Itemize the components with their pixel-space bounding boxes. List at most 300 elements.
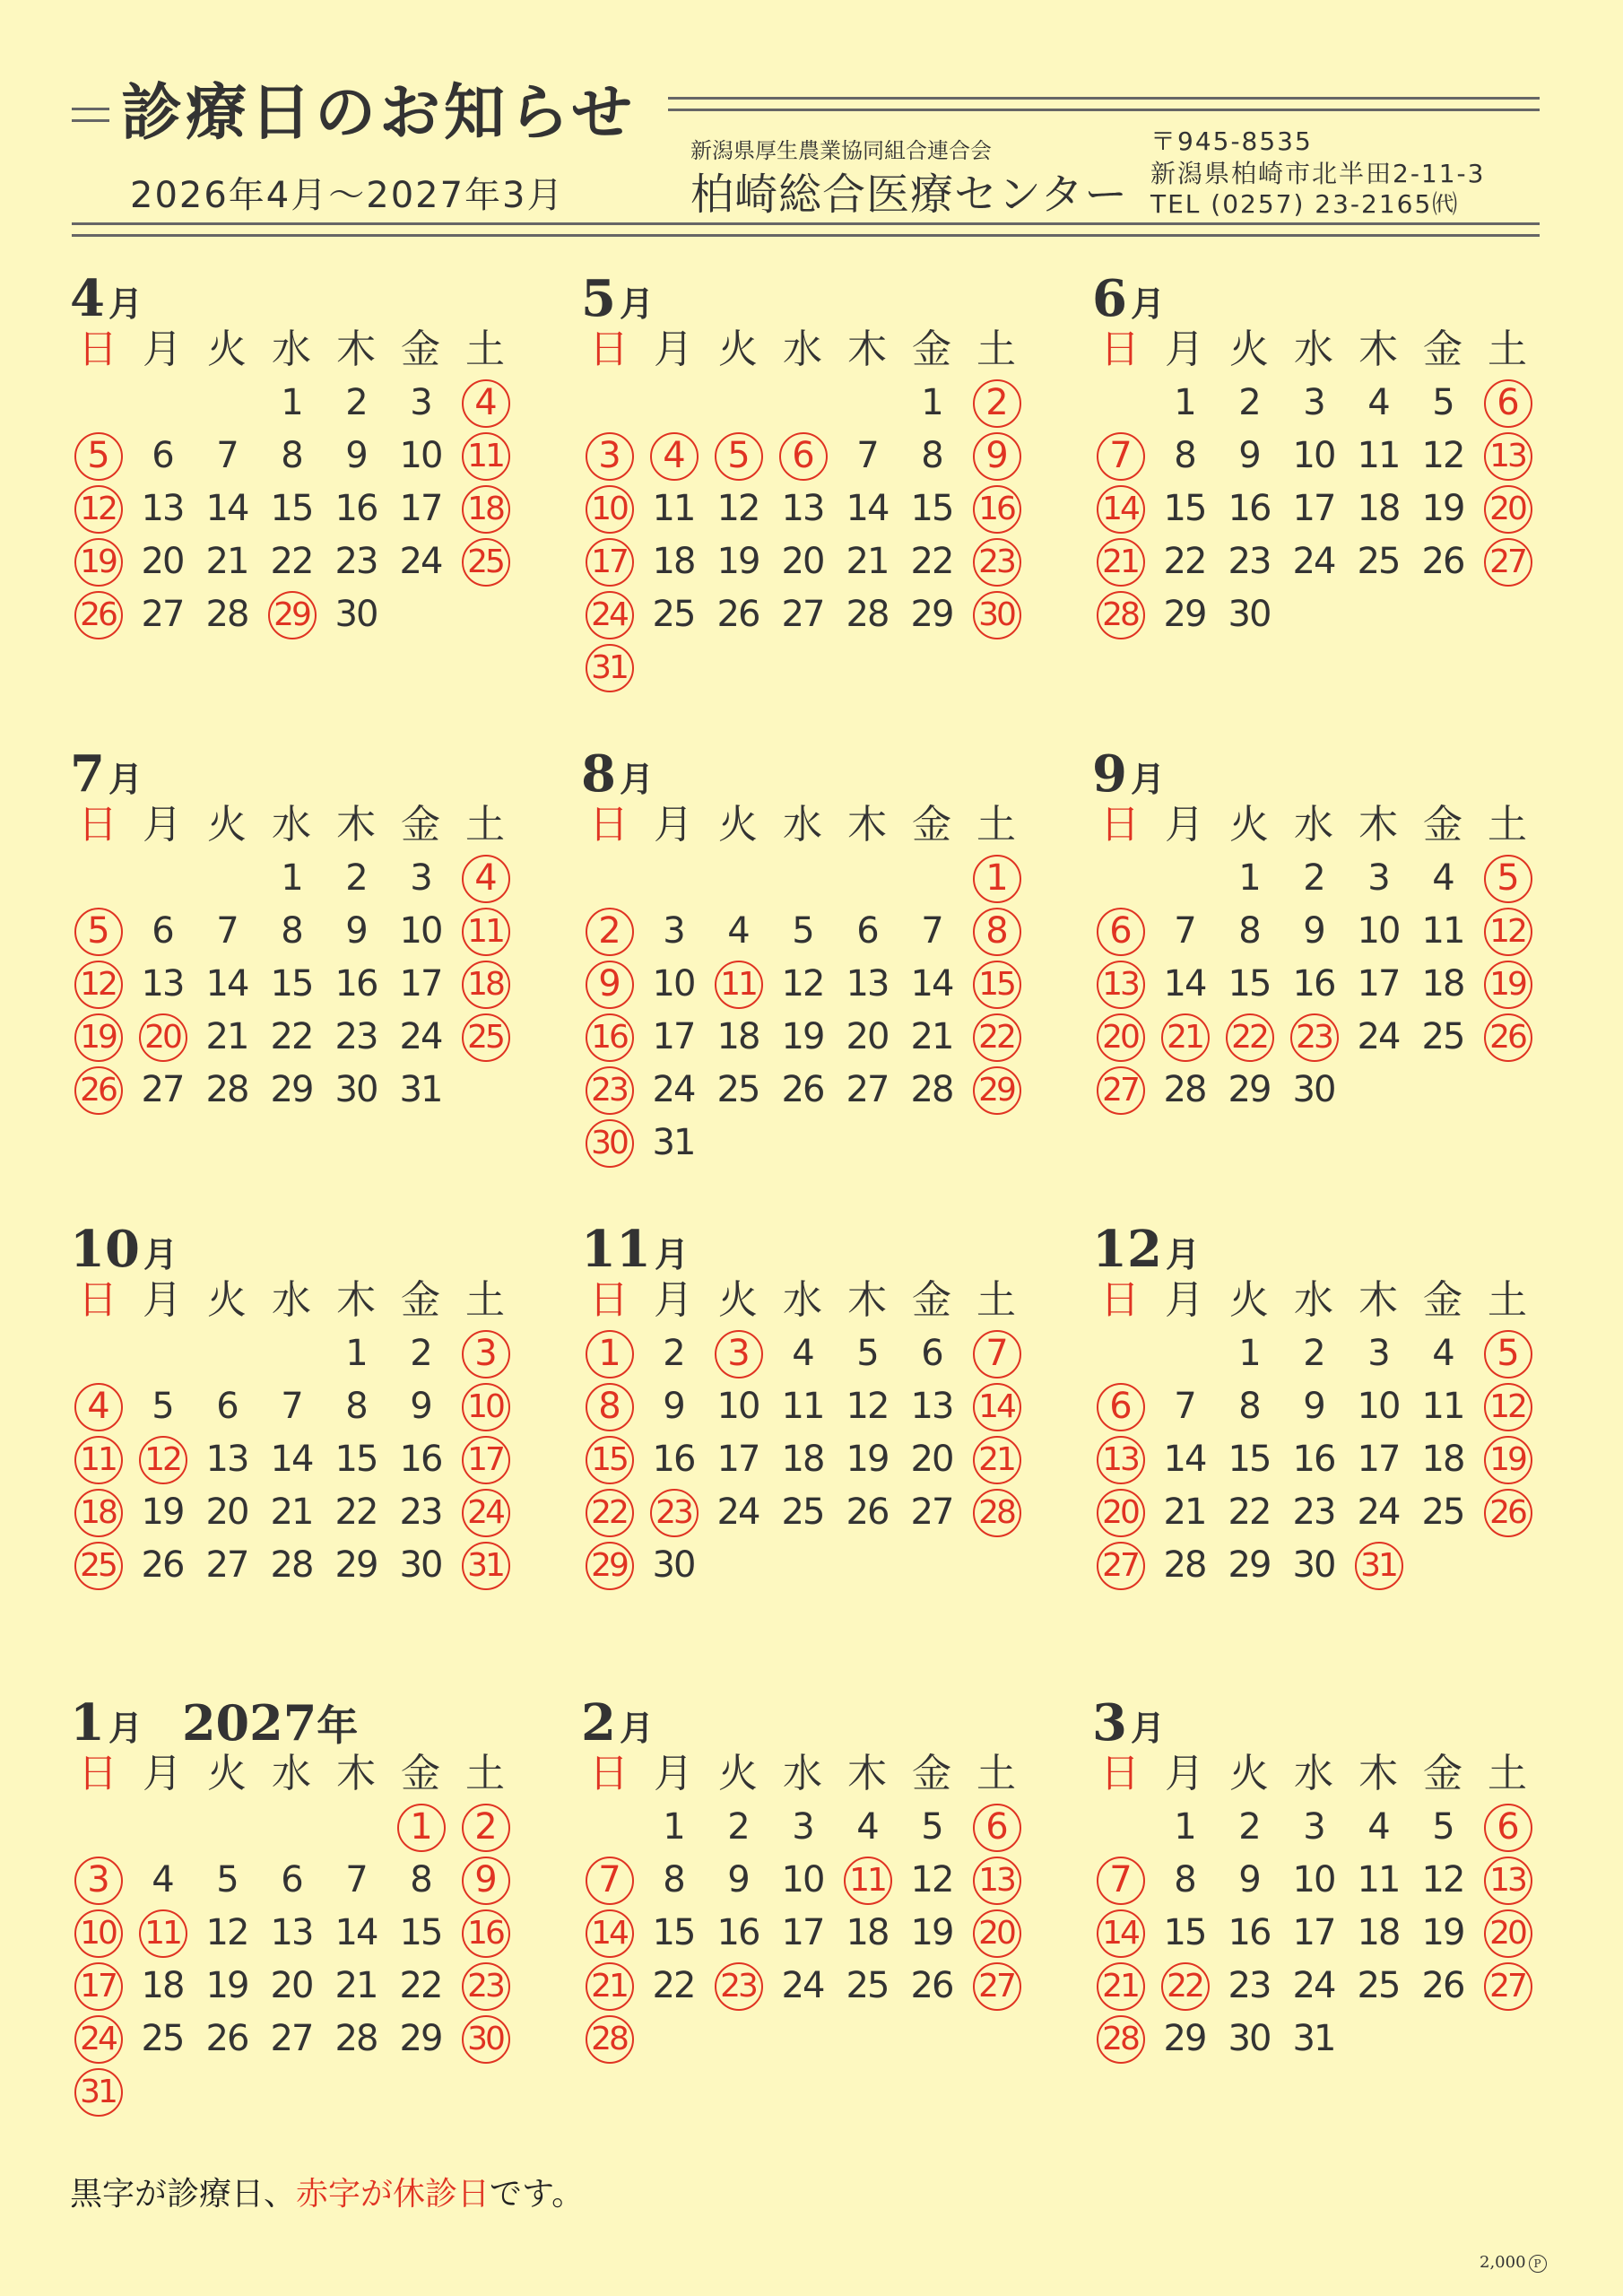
weekday-header: 金 <box>401 326 440 372</box>
clinic-date: 4 <box>727 910 749 952</box>
clinic-date: 14 <box>270 1439 313 1480</box>
holiday-date: 11 <box>135 1909 190 1957</box>
month-title <box>70 1693 536 1752</box>
price-value: 2,000 <box>1480 2253 1526 2272</box>
holiday-date: 2 <box>457 1803 513 1851</box>
holiday-date: 27 <box>968 1961 1024 2010</box>
clinic-date: 30 <box>399 1544 442 1586</box>
clinic-date: 4 <box>152 1859 173 1900</box>
holiday-date: 21 <box>1092 1961 1148 2010</box>
clinic-date: 12 <box>1421 1859 1464 1900</box>
holiday-date: 23 <box>968 537 1024 586</box>
weekday-header: 火 <box>718 802 758 848</box>
holiday-date: 27 <box>1480 537 1535 586</box>
holiday-date: 6 <box>1480 378 1535 427</box>
holiday-date: 11 <box>839 1856 895 1904</box>
clinic-date: 7 <box>345 1859 367 1900</box>
clinic-date: 10 <box>652 963 695 1004</box>
clinic-date: 25 <box>781 1492 824 1533</box>
holiday-date: 16 <box>457 1909 513 1957</box>
clinic-date: 7 <box>281 1386 302 1427</box>
organization-name: 柏崎総合医療センター <box>690 170 1129 220</box>
clinic-date: 5 <box>216 1859 238 1900</box>
holiday-date: 20 <box>968 1909 1024 1957</box>
holiday-date: 26 <box>1480 1488 1535 1536</box>
clinic-date: 3 <box>1303 1806 1324 1848</box>
clinic-date: 10 <box>1357 910 1400 952</box>
holiday-date: 15 <box>968 960 1024 1008</box>
weekday-header: 金 <box>401 802 440 848</box>
holiday-date: 16 <box>968 484 1024 533</box>
clinic-date: 24 <box>781 1965 824 2006</box>
clinic-date: 11 <box>1421 910 1464 952</box>
organization-parent: 新潟県厚生農業協同組合連合会 <box>690 138 992 163</box>
holiday-date: 30 <box>968 590 1024 639</box>
weekday-header: 水 <box>1294 802 1333 848</box>
clinic-date: 17 <box>1292 1912 1335 1953</box>
holiday-date: 3 <box>457 1329 513 1378</box>
clinic-date: 7 <box>856 435 878 476</box>
clinic-date: 6 <box>216 1386 238 1427</box>
clinic-date: 19 <box>1421 1912 1464 1953</box>
month-suffix: 月 <box>1165 1234 1200 1274</box>
holiday-date: 25 <box>457 1013 513 1061</box>
weekday-header: 金 <box>912 326 951 372</box>
weekday-header: 金 <box>1423 1751 1462 1796</box>
holiday-date: 31 <box>70 2067 126 2116</box>
clinic-date: 17 <box>652 1016 695 1057</box>
weekday-header: 日 <box>1100 1751 1140 1796</box>
clinic-date: 1 <box>1174 382 1195 423</box>
clinic-date: 22 <box>270 541 313 582</box>
weekday-header: 水 <box>783 1277 822 1323</box>
weekday-header: 月 <box>143 802 182 848</box>
holiday-date: 11 <box>70 1435 126 1483</box>
weekday-header: 日 <box>589 326 629 372</box>
month-number: 7 <box>70 744 105 804</box>
clinic-date: 26 <box>141 1544 184 1586</box>
holiday-date: 7 <box>1092 431 1148 480</box>
clinic-date: 8 <box>345 1386 367 1427</box>
clinic-date: 21 <box>1163 1492 1206 1533</box>
clinic-date: 17 <box>716 1439 759 1480</box>
weekday-header: 日 <box>78 1751 117 1796</box>
weekday-header: 月 <box>654 802 693 848</box>
month-number: 5 <box>581 269 616 328</box>
clinic-date: 11 <box>652 488 695 529</box>
weekday-header: 火 <box>207 802 247 848</box>
clinic-date: 1 <box>345 1333 367 1374</box>
holiday-date: 22 <box>1221 1013 1277 1061</box>
clinic-date: 1 <box>281 382 302 423</box>
clinic-date: 27 <box>205 1544 248 1586</box>
clinic-date: 19 <box>716 541 759 582</box>
holiday-date: 12 <box>1480 907 1535 955</box>
clinic-date: 29 <box>1163 594 1206 635</box>
clinic-date: 12 <box>205 1912 248 1953</box>
clinic-date: 15 <box>652 1912 695 1953</box>
clinic-date: 16 <box>1228 488 1271 529</box>
month-12 <box>1092 1220 1558 1586</box>
clinic-date: 31 <box>652 1122 695 1163</box>
holiday-date: 1 <box>968 854 1024 902</box>
clinic-date: 15 <box>1163 1912 1206 1953</box>
clinic-date: 15 <box>270 488 313 529</box>
clinic-date: 14 <box>1163 1439 1206 1480</box>
holiday-date: 23 <box>581 1065 637 1114</box>
clinic-date: 12 <box>781 963 824 1004</box>
holiday-date: 18 <box>457 484 513 533</box>
holiday-date: 8 <box>581 1382 637 1431</box>
weekday-header: 日 <box>1100 326 1140 372</box>
holiday-date: 4 <box>70 1382 126 1431</box>
clinic-date: 7 <box>921 910 942 952</box>
clinic-date: 28 <box>270 1544 313 1586</box>
weekday-header: 土 <box>976 1277 1016 1323</box>
clinic-date: 29 <box>1228 1544 1271 1586</box>
clinic-date: 21 <box>270 1492 313 1533</box>
weekday-header: 水 <box>1294 1277 1333 1323</box>
month-7 <box>70 744 536 1110</box>
holiday-date: 14 <box>1092 484 1148 533</box>
month-title <box>70 1220 536 1279</box>
holiday-date: 21 <box>1092 537 1148 586</box>
clinic-date: 18 <box>1421 1439 1464 1480</box>
weekday-header: 水 <box>783 1751 822 1796</box>
clinic-date: 25 <box>1357 1965 1400 2006</box>
holiday-date: 26 <box>70 1065 126 1114</box>
weekday-header: 日 <box>78 1277 117 1323</box>
clinic-date: 11 <box>1421 1386 1464 1427</box>
weekday-header: 水 <box>783 802 822 848</box>
month-number: 9 <box>1092 744 1127 804</box>
holiday-date: 21 <box>968 1435 1024 1483</box>
month-6 <box>1092 269 1558 635</box>
holiday-date: 19 <box>1480 960 1535 1008</box>
holiday-date: 4 <box>457 378 513 427</box>
weekday-header: 月 <box>143 1277 182 1323</box>
legend-note <box>70 2169 584 2214</box>
month-number: 8 <box>581 744 616 804</box>
clinic-date: 6 <box>921 1333 942 1374</box>
clinic-date: 6 <box>856 910 878 952</box>
clinic-date: 25 <box>1421 1016 1464 1057</box>
clinic-date: 3 <box>410 382 431 423</box>
weekday-header: 木 <box>336 326 376 372</box>
clinic-date: 1 <box>281 857 302 899</box>
clinic-date: 9 <box>1238 435 1260 476</box>
clinic-date: 8 <box>281 435 302 476</box>
clinic-date: 1 <box>1238 1333 1260 1374</box>
clinic-date: 28 <box>1163 1544 1206 1586</box>
clinic-date: 24 <box>652 1069 695 1110</box>
clinic-date: 21 <box>205 1016 248 1057</box>
holiday-date: 2 <box>581 907 637 955</box>
weekday-header: 日 <box>589 1277 629 1323</box>
clinic-date: 13 <box>141 488 184 529</box>
weekday-header: 月 <box>1165 1277 1204 1323</box>
holiday-date: 3 <box>70 1856 126 1904</box>
clinic-date: 8 <box>1238 910 1260 952</box>
clinic-date: 20 <box>910 1439 953 1480</box>
holiday-date: 13 <box>1480 1856 1535 1904</box>
weekday-header: 火 <box>207 1277 247 1323</box>
clinic-date: 23 <box>1228 1965 1271 2006</box>
holiday-date: 5 <box>1480 854 1535 902</box>
clinic-date: 13 <box>910 1386 953 1427</box>
clinic-date: 4 <box>1367 382 1389 423</box>
clinic-date: 2 <box>345 382 367 423</box>
weekday-header: 金 <box>912 802 951 848</box>
holiday-date: 30 <box>457 2014 513 2063</box>
holiday-date: 10 <box>70 1909 126 1957</box>
holiday-date: 30 <box>581 1118 637 1167</box>
weekday-header: 木 <box>1358 1277 1398 1323</box>
month-suffix: 月 <box>108 283 143 324</box>
clinic-date: 17 <box>1357 1439 1400 1480</box>
holiday-date: 24 <box>581 590 637 639</box>
clinic-date: 12 <box>910 1859 953 1900</box>
clinic-date: 10 <box>1292 1859 1335 1900</box>
month-number: 11 <box>581 1220 651 1279</box>
clinic-date: 9 <box>1303 1386 1324 1427</box>
clinic-date: 19 <box>781 1016 824 1057</box>
clinic-date: 18 <box>141 1965 184 2006</box>
clinic-date: 17 <box>1357 963 1400 1004</box>
clinic-date: 27 <box>270 2018 313 2059</box>
clinic-date: 20 <box>781 541 824 582</box>
clinic-date: 18 <box>716 1016 759 1057</box>
month-suffix: 月 <box>619 759 654 799</box>
clinic-date: 8 <box>1174 435 1195 476</box>
holiday-date: 14 <box>1092 1909 1148 1957</box>
clinic-date: 22 <box>399 1965 442 2006</box>
month-title <box>1092 1693 1558 1752</box>
holiday-date: 23 <box>457 1961 513 2010</box>
clinic-date: 1 <box>1174 1806 1195 1848</box>
clinic-date: 6 <box>281 1859 302 1900</box>
weekday-header: 月 <box>143 1751 182 1796</box>
period: 2026年4月〜2027年3月 <box>130 175 565 216</box>
holiday-date: 11 <box>457 907 513 955</box>
holiday-date: 2 <box>968 378 1024 427</box>
clinic-date: 27 <box>781 594 824 635</box>
holiday-date: 19 <box>1480 1435 1535 1483</box>
weekday-header: 水 <box>1294 1751 1333 1796</box>
clinic-date: 6 <box>152 435 173 476</box>
clinic-date: 11 <box>1357 1859 1400 1900</box>
holiday-date: 18 <box>457 960 513 1008</box>
clinic-date: 8 <box>921 435 942 476</box>
weekday-header: 金 <box>401 1751 440 1796</box>
holiday-date: 13 <box>968 1856 1024 1904</box>
clinic-date: 7 <box>216 910 238 952</box>
weekday-header: 火 <box>207 1751 247 1796</box>
weekday-header: 木 <box>847 1751 887 1796</box>
clinic-date: 23 <box>334 1016 378 1057</box>
year-suffix: 年 <box>317 1701 359 1750</box>
clinic-date: 22 <box>1163 541 1206 582</box>
clinic-date: 29 <box>399 2018 442 2059</box>
weekday-header: 日 <box>1100 802 1140 848</box>
clinic-date: 15 <box>334 1439 378 1480</box>
weekday-header: 日 <box>589 802 629 848</box>
weekday-header: 月 <box>143 326 182 372</box>
clinic-date: 8 <box>663 1859 684 1900</box>
clinic-date: 15 <box>1228 1439 1271 1480</box>
holiday-date: 13 <box>1092 960 1148 1008</box>
clinic-date: 9 <box>663 1386 684 1427</box>
clinic-date: 3 <box>1303 382 1324 423</box>
month-title <box>1092 269 1558 328</box>
clinic-date: 13 <box>141 963 184 1004</box>
holiday-date: 26 <box>70 590 126 639</box>
clinic-date: 13 <box>270 1912 313 1953</box>
holiday-date: 5 <box>1480 1329 1535 1378</box>
holiday-date: 28 <box>968 1488 1024 1536</box>
clinic-date: 3 <box>792 1806 813 1848</box>
clinic-date: 28 <box>334 2018 378 2059</box>
holiday-date: 7 <box>968 1329 1024 1378</box>
holiday-date: 5 <box>70 907 126 955</box>
clinic-date: 30 <box>1292 1544 1335 1586</box>
clinic-date: 26 <box>910 1965 953 2006</box>
holiday-date: 23 <box>1286 1013 1341 1061</box>
holiday-date: 20 <box>1480 484 1535 533</box>
clinic-date: 7 <box>1174 1386 1195 1427</box>
weekday-header: 木 <box>847 802 887 848</box>
clinic-date: 21 <box>910 1016 953 1057</box>
clinic-date: 14 <box>1163 963 1206 1004</box>
postal-code: 〒945-8535 <box>1150 126 1313 156</box>
weekday-header: 土 <box>465 1277 505 1323</box>
holiday-date: 21 <box>581 1961 637 2010</box>
month-number: 12 <box>1092 1220 1162 1279</box>
holiday-date: 20 <box>1480 1909 1535 1957</box>
clinic-date: 2 <box>727 1806 749 1848</box>
clinic-date: 29 <box>1163 2018 1206 2059</box>
weekday-header: 土 <box>976 802 1016 848</box>
holiday-date: 6 <box>775 431 830 480</box>
header-rule-bottom <box>72 222 1540 237</box>
holiday-date: 17 <box>70 1961 126 2010</box>
clinic-date: 2 <box>1238 382 1260 423</box>
clinic-date: 3 <box>663 910 684 952</box>
clinic-date: 11 <box>1357 435 1400 476</box>
clinic-date: 25 <box>1421 1492 1464 1533</box>
clinic-date: 20 <box>270 1965 313 2006</box>
weekday-header: 金 <box>912 1751 951 1796</box>
weekday-header: 月 <box>654 326 693 372</box>
holiday-date: 19 <box>70 1013 126 1061</box>
holiday-date: 1 <box>581 1329 637 1378</box>
clinic-date: 27 <box>846 1069 889 1110</box>
legend-end: です。 <box>490 2176 585 2213</box>
clinic-date: 18 <box>846 1912 889 1953</box>
holiday-date: 7 <box>581 1856 637 1904</box>
holiday-date: 6 <box>1092 1382 1148 1431</box>
month-title <box>581 1693 1047 1752</box>
holiday-date: 31 <box>457 1541 513 1589</box>
month-number: 6 <box>1092 269 1127 328</box>
clinic-date: 13 <box>781 488 824 529</box>
clinic-date: 19 <box>205 1965 248 2006</box>
holiday-date: 16 <box>581 1013 637 1061</box>
holiday-date: 24 <box>70 2014 126 2063</box>
clinic-date: 15 <box>270 963 313 1004</box>
page-title: 診療日のお知らせ <box>121 78 636 149</box>
holiday-date: 26 <box>1480 1013 1535 1061</box>
month-number: 1 <box>70 1693 105 1752</box>
holiday-date: 6 <box>1092 907 1148 955</box>
clinic-date: 25 <box>846 1965 889 2006</box>
holiday-date: 11 <box>710 960 766 1008</box>
clinic-date: 10 <box>781 1859 824 1900</box>
month-title <box>70 744 536 804</box>
title-rule-left <box>72 108 109 122</box>
clinic-date: 4 <box>792 1333 813 1374</box>
clinic-date: 2 <box>663 1333 684 1374</box>
holiday-date: 27 <box>1092 1065 1148 1114</box>
weekday-header: 土 <box>1488 1751 1527 1796</box>
month-suffix: 月 <box>1130 1708 1165 1748</box>
clinic-date: 17 <box>399 488 442 529</box>
weekday-header: 木 <box>336 1751 376 1796</box>
holiday-date: 15 <box>581 1435 637 1483</box>
clinic-date: 14 <box>846 488 889 529</box>
weekday-header: 土 <box>465 802 505 848</box>
month-suffix: 月 <box>108 759 143 799</box>
clinic-date: 28 <box>1163 1069 1206 1110</box>
clinic-date: 27 <box>910 1492 953 1533</box>
clinic-date: 14 <box>334 1912 378 1953</box>
clinic-date: 20 <box>205 1492 248 1533</box>
clinic-date: 5 <box>792 910 813 952</box>
weekday-header: 火 <box>1229 1751 1269 1796</box>
month-title <box>1092 744 1558 804</box>
weekday-header: 火 <box>718 1277 758 1323</box>
title-rule-right <box>668 97 1540 111</box>
clinic-date: 24 <box>399 1016 442 1057</box>
clinic-date: 26 <box>716 594 759 635</box>
clinic-date: 1 <box>921 382 942 423</box>
clinic-date: 5 <box>152 1386 173 1427</box>
clinic-date: 15 <box>910 488 953 529</box>
clinic-date: 27 <box>141 594 184 635</box>
clinic-date: 25 <box>652 594 695 635</box>
clinic-date: 30 <box>1292 1069 1335 1110</box>
clinic-date: 9 <box>410 1386 431 1427</box>
holiday-date: 1 <box>393 1803 448 1851</box>
legend-red: 赤字が休診日 <box>296 2176 490 2213</box>
month-number: 2 <box>581 1693 616 1752</box>
weekday-header: 木 <box>1358 802 1398 848</box>
clinic-date: 2 <box>1238 1806 1260 1848</box>
month-1 <box>70 1693 536 2110</box>
clinic-date: 26 <box>205 2018 248 2059</box>
holiday-date: 23 <box>710 1961 766 2010</box>
clinic-date: 19 <box>1421 488 1464 529</box>
clinic-date: 16 <box>334 488 378 529</box>
holiday-date: 22 <box>968 1013 1024 1061</box>
clinic-date: 29 <box>270 1069 313 1110</box>
address: 新潟県柏崎市北半田2-11-3 <box>1150 159 1486 188</box>
month-number: 4 <box>70 269 105 328</box>
clinic-date: 4 <box>1367 1806 1389 1848</box>
clinic-date: 19 <box>141 1492 184 1533</box>
clinic-date: 7 <box>216 435 238 476</box>
month-11 <box>581 1220 1047 1586</box>
